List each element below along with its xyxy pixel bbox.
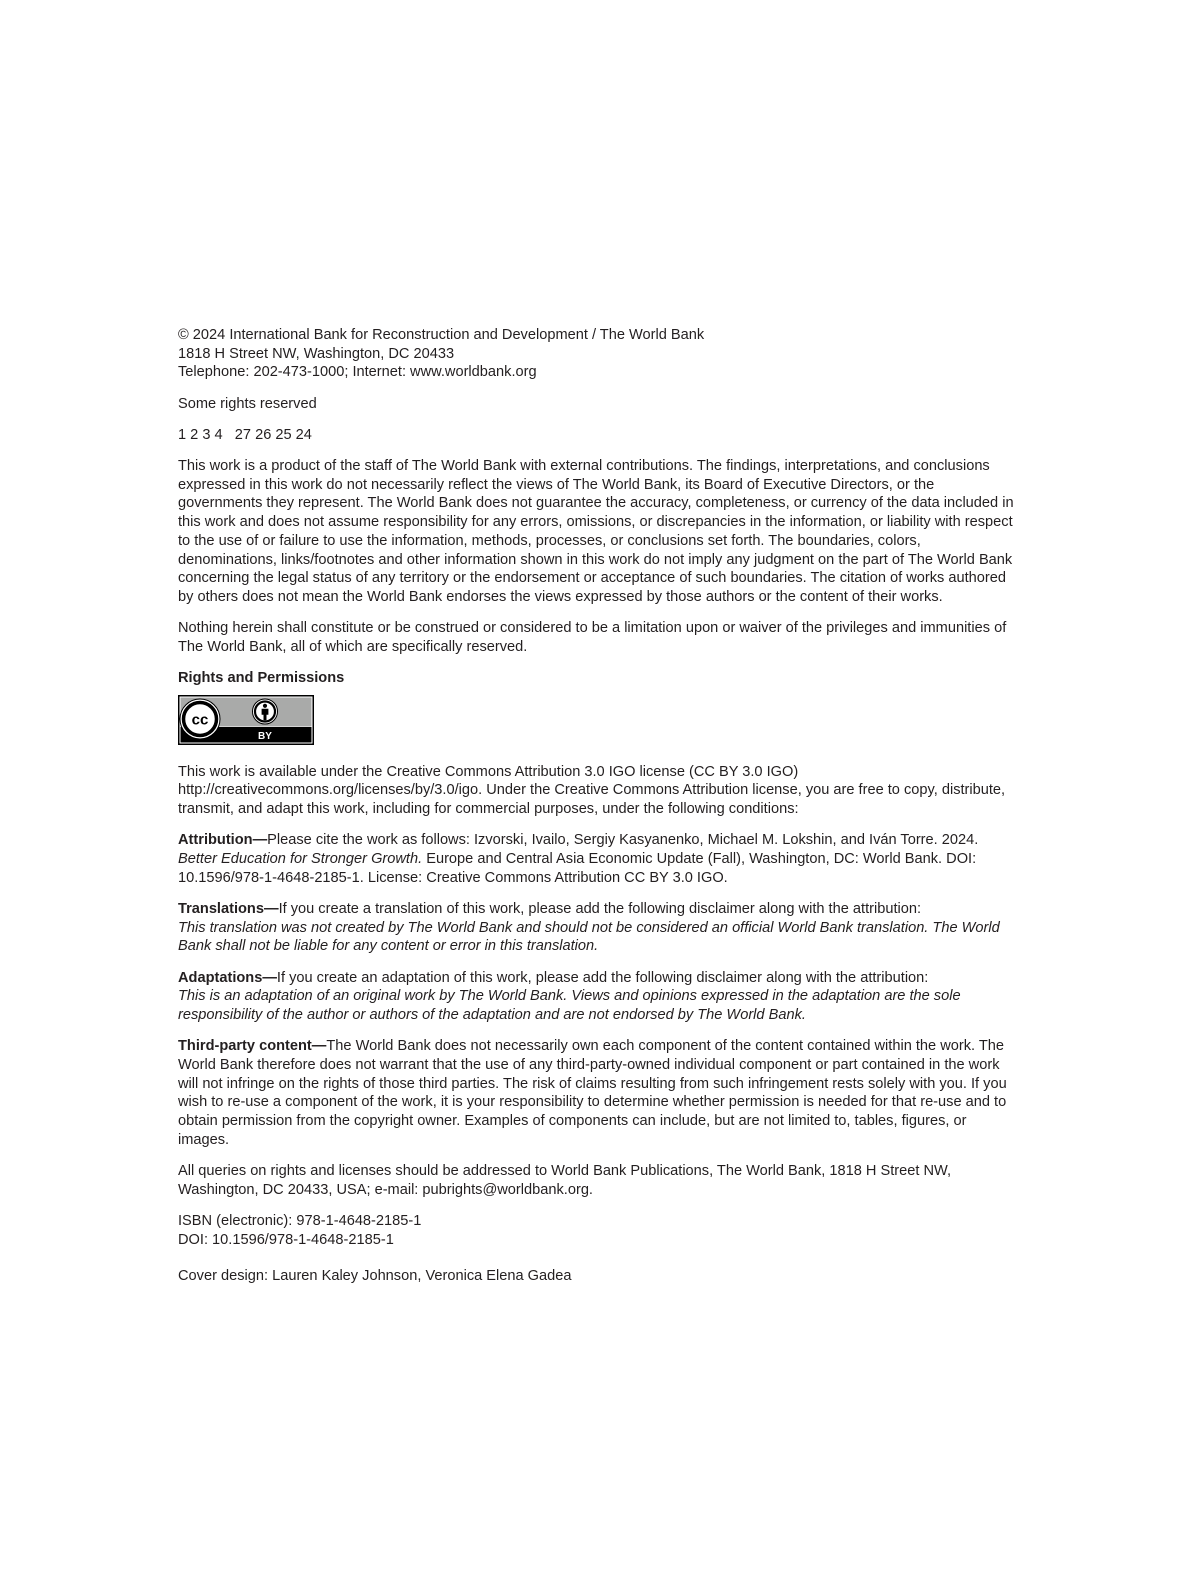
translations-label: Translations—: [178, 900, 279, 917]
attribution-citation: Europe and Central Asia Economic Update (Fall), Washington, DC: World Bank. DOI: 10.1596/978-1-4648-2185-1. License: Creative Commons Attribution CC BY 3.0 IGO.: [178, 851, 977, 886]
adaptations-label: Adaptations—: [178, 969, 277, 986]
cc-logo-text: cc: [191, 711, 209, 729]
license-paragraph: This work is available under the Creative Commons Attribution 3.0 IGO license (CC BY 3.0 IGO) http://creativecommons.org/licenses/by/3.0/igo. Under the Creative Commons Attribution license, you are free to copy, distribute, transmit, and adapt this work, including for commercial purposes, under the following conditions:: [178, 763, 1006, 818]
by-label: BY: [258, 730, 272, 742]
adaptations-text: If you create an adaptation of this work, please add the following disclaimer along with the attribution:: [276, 969, 929, 986]
copyright-block: [178, 326, 1018, 382]
third-party-text: The World Bank does not necessarily own each component of the content contained within the work. The World Bank therefore does not warrant that the use of any third-party-owned individual component or part contained in the work will not infringe on the rights of those third parties. The risk of claims resulting from such infringement rests solely with you. If you wish to re-use a component of the work, it is your responsibility to determine whether permission is needed for that re-use and to obtain permission from the copyright owner. Examples of components can include, but are not limited to, tables, figures, or images.: [178, 1038, 1007, 1148]
translations-paragraph: [178, 900, 1018, 956]
rights-heading: Rights and Permissions: [178, 670, 345, 687]
third-party-label: Third-party content—: [178, 1038, 327, 1055]
isbn-line: ISBN (electronic): 978-1-4648-2185-1: [178, 1212, 422, 1229]
cc-logo-icon: [180, 699, 220, 739]
attribution-paragraph: [178, 831, 1018, 887]
address-line: 1818 H Street NW, Washington, DC 20433: [178, 345, 455, 362]
adaptations-disclaimer: This is an adaptation of an original work by The World Bank. Views and opinions expressed in the adaptation are the sole responsibility of the author or authors of the adaptation and are not endorsed by The World Bank.: [178, 988, 961, 1023]
rights-reserved: Some rights reserved: [178, 395, 317, 412]
cc-by-license-badge: [178, 695, 314, 745]
copyright-line: © 2024 International Bank for Reconstruction and Development / The World Bank: [178, 327, 705, 343]
adaptations-paragraph: [178, 969, 1018, 1025]
disclaimer-paragraph: This work is a product of the staff of The World Bank with external contributions. The findings, interpretations, and conclusions expressed in this work do not necessarily reflect the views of The World Bank, its Board of Executive Directors, or the governments they represent. The World Bank does not guarantee the accuracy, completeness, or currency of the data included in this work and does not assume responsibility for any errors, omissions, or discrepancies in the information, or liability with respect to the use of or failure to use the information, methods, processes, or conclusions set forth. The boundaries, colors, denominations, links/footnotes and other information shown in this work do not imply any judgment on the part of The World Bank concerning the legal status of any territory or the endorsement or acceptance of such boundaries. The citation of works authored by others does not mean the World Bank endorses the views expressed by those authors or the content of their works.: [178, 458, 1014, 605]
translations-disclaimer: This translation was not created by The World Bank and should not be considered an official World Bank translation. The World Bank shall not be liable for any content or error in this translation.: [178, 919, 1000, 955]
queries-paragraph: All queries on rights and licenses should be addressed to World Bank Publications, The World Bank, 1818 H Street NW, Washington, DC 20433, USA; e-mail: pubrights@worldbank.org.: [178, 1162, 952, 1198]
attribution-text: Please cite the work as follows: Izvorski, Ivailo, Sergiy Kasyanenko, Michael M. Lokshin, and Iván Torre. 2024.: [267, 832, 979, 849]
report-title: Better Education for Stronger Growth.: [178, 851, 423, 868]
attribution-label: Attribution—: [178, 832, 268, 849]
translations-text: If you create a translation of this work, please add the following disclaimer along with the attribution:: [278, 900, 922, 917]
third-party-paragraph: [178, 1037, 1018, 1149]
contact-line: Telephone: 202-473-1000; Internet: www.worldbank.org: [178, 364, 537, 381]
copyright-page: [178, 326, 1018, 1286]
printing-line: 1 2 3 4 27 26 25 24: [178, 426, 312, 443]
doi-line: DOI: 10.1596/978-1-4648-2185-1: [178, 1231, 394, 1248]
attribution-person-icon: [253, 699, 278, 724]
immunities-paragraph: Nothing herein shall constitute or be construed or considered to be a limitation upon or waiver of the privileges and immunities of The World Bank, all of which are specifically reserved.: [178, 620, 1007, 655]
identifiers-block: [178, 1212, 1018, 1249]
cover-design-credit: Cover design: Lauren Kaley Johnson, Veronica Elena Gadea: [178, 1268, 572, 1285]
